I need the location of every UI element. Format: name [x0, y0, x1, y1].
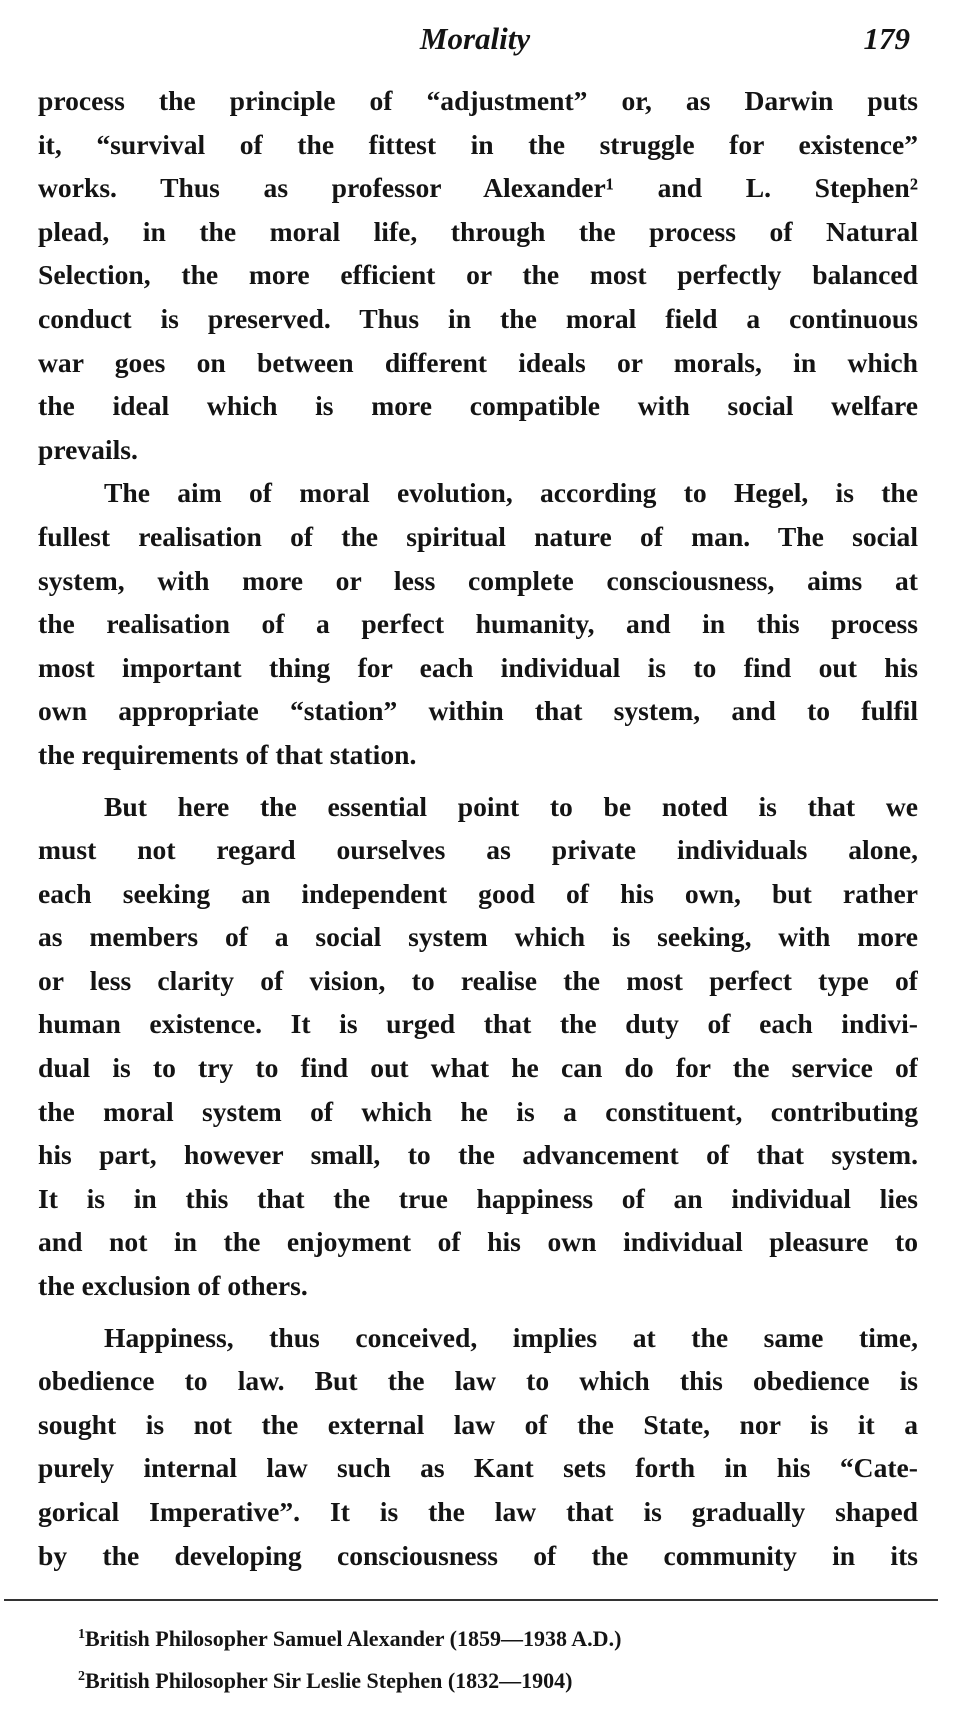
body-text: [38, 79, 918, 1577]
text-line: It is in this that the true happiness of an individual lies: [38, 1182, 918, 1214]
text-line: conduct is preserved. Thus in the moral field a continuous: [38, 302, 918, 334]
text-line: sought is not the external law of the State, nor is it a: [38, 1408, 918, 1440]
text-line: works. Thus as professor Alexander¹ and L. Stephen²: [38, 172, 918, 204]
running-head: [40, 14, 910, 64]
text-line: gorical Imperative”. It is the law that is gradually shaped: [38, 1496, 918, 1527]
text-line: and not in the enjoyment of his own individual pleasure to: [38, 1226, 918, 1258]
text-line: dual is to try to find out what he can do for the service of: [38, 1052, 918, 1084]
text-line: plead, in the moral life, through the process of Natural: [38, 215, 918, 247]
text-line: most important thing for each individual is to find out his: [38, 651, 918, 683]
text-line: process the principle of “adjustment” or, as Darwin puts: [38, 85, 918, 116]
text-line: the exclusion of others.: [38, 1270, 308, 1302]
paragraph: [38, 1316, 918, 1578]
text-line: But here the essential point to be noted is that we: [104, 790, 918, 822]
text-line: the ideal which is more compatible with social welfare: [38, 390, 918, 422]
footnote-mark: 1: [78, 1627, 85, 1642]
footnote-text: British Philosopher Samuel Alexander (1859—1938 A.D.): [85, 1626, 622, 1651]
text-line: human existence. It is urged that the duty of each indivi-: [38, 1008, 918, 1040]
page-number: 179: [863, 21, 910, 56]
footnote: [78, 1616, 918, 1658]
footnotes: [78, 1616, 918, 1700]
text-line: the requirements of that station.: [38, 738, 417, 770]
text-line: Happiness, thus conceived, implies at the same time,: [104, 1321, 918, 1353]
text-line: system, with more or less complete consciousness, aims at: [38, 564, 918, 596]
running-title: Morality: [419, 21, 531, 56]
text-line: The aim of moral evolution, according to Hegel, is the: [104, 477, 918, 509]
text-line: the realisation of a perfect humanity, and in this process: [38, 608, 918, 640]
footnote-divider: [4, 1599, 938, 1601]
footnote-text: British Philosopher Sir Leslie Stephen (1832—1904): [85, 1668, 573, 1693]
text-line: war goes on between different ideals or morals, in which: [38, 346, 918, 378]
paragraph: [38, 471, 918, 776]
paragraph: [38, 79, 918, 471]
text-line: it, “survival of the fittest in the struggle for existence”: [38, 128, 918, 160]
text-line: by the developing consciousness of the community in its: [38, 1539, 918, 1571]
text-line: purely internal law such as Kant sets forth in his “Cate-: [38, 1452, 918, 1484]
footnote: [78, 1658, 918, 1700]
text-line: as members of a social system which is seeking, with more: [38, 921, 918, 953]
paragraph: [38, 785, 918, 1308]
text-line: the moral system of which he is a constituent, contributing: [38, 1095, 918, 1127]
text-line: or less clarity of vision, to realise the most perfect type of: [38, 964, 918, 996]
footnote-mark: 2: [78, 1669, 85, 1684]
text-line: Selection, the more efficient or the most perfectly balanced: [38, 259, 918, 291]
text-line: his part, however small, to the advancement of that system.: [38, 1139, 918, 1171]
text-line: obedience to law. But the law to which this obedience is: [38, 1365, 918, 1397]
text-line: prevails.: [38, 433, 138, 465]
text-line: each seeking an independent good of his own, but rather: [38, 877, 918, 909]
text-line: must not regard ourselves as private individuals alone,: [38, 834, 918, 866]
text-line: own appropriate “station” within that system, and to fulfil: [38, 695, 918, 727]
text-line: fullest realisation of the spiritual nature of man. The social: [38, 520, 918, 552]
